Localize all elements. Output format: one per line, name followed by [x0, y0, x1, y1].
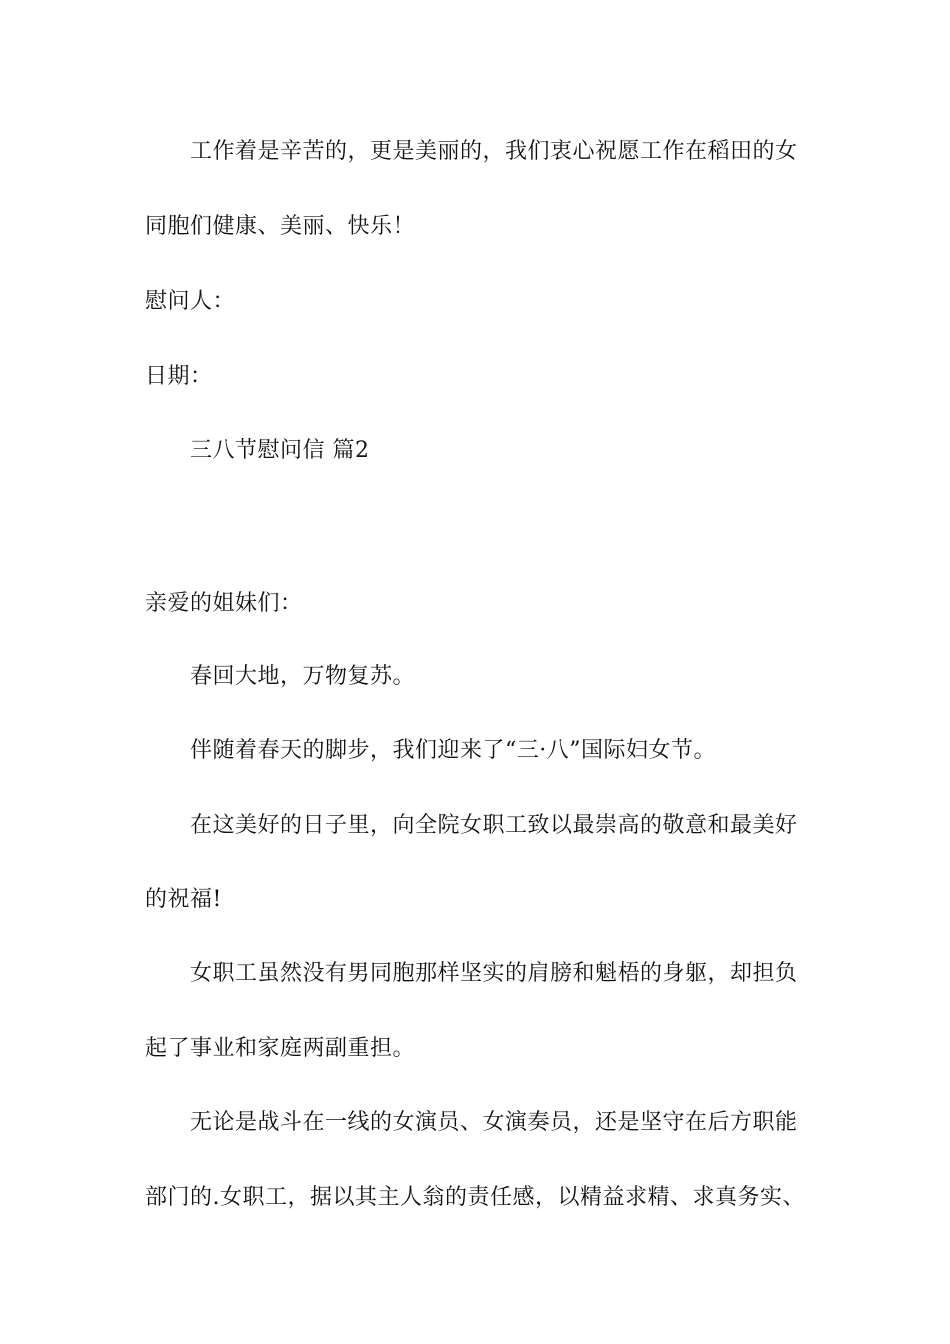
paragraph-line: 同胞们健康、美丽、快乐！ [145, 214, 416, 239]
paragraph-line: 伴随着春天的脚步，我们迎来了“三·八”国际妇女节。 [190, 738, 716, 763]
paragraph-line: 在这美好的日子里，向全院女职工致以最崇高的敬意和最美好 [190, 813, 798, 838]
paragraph-line: 起了事业和家庭两副重担。 [145, 1036, 416, 1061]
section-heading: 三八节慰问信 篇2 [190, 438, 370, 463]
date-label: 日期： [145, 364, 213, 389]
paragraph-line: 无论是战斗在一线的女演员、女演奏员，还是坚守在后方职能 [190, 1110, 798, 1135]
paragraph-line: 女职工虽然没有男同胞那样坚实的肩膀和魁梧的身躯，却担负 [190, 961, 798, 986]
paragraph-line: 的祝福! [145, 887, 222, 912]
paragraph-line: 春回大地，万物复苏。 [190, 664, 416, 689]
signatory-label: 慰问人： [145, 289, 236, 314]
paragraph-line: 工作着是辛苦的，更是美丽的，我们衷心祝愿工作在稻田的女 [190, 139, 798, 164]
salutation: 亲爱的姐妹们： [145, 591, 303, 616]
paragraph-line: 部门的.女职工，据以其主人翁的责任感，以精益求精、求真务实、 [145, 1185, 805, 1210]
